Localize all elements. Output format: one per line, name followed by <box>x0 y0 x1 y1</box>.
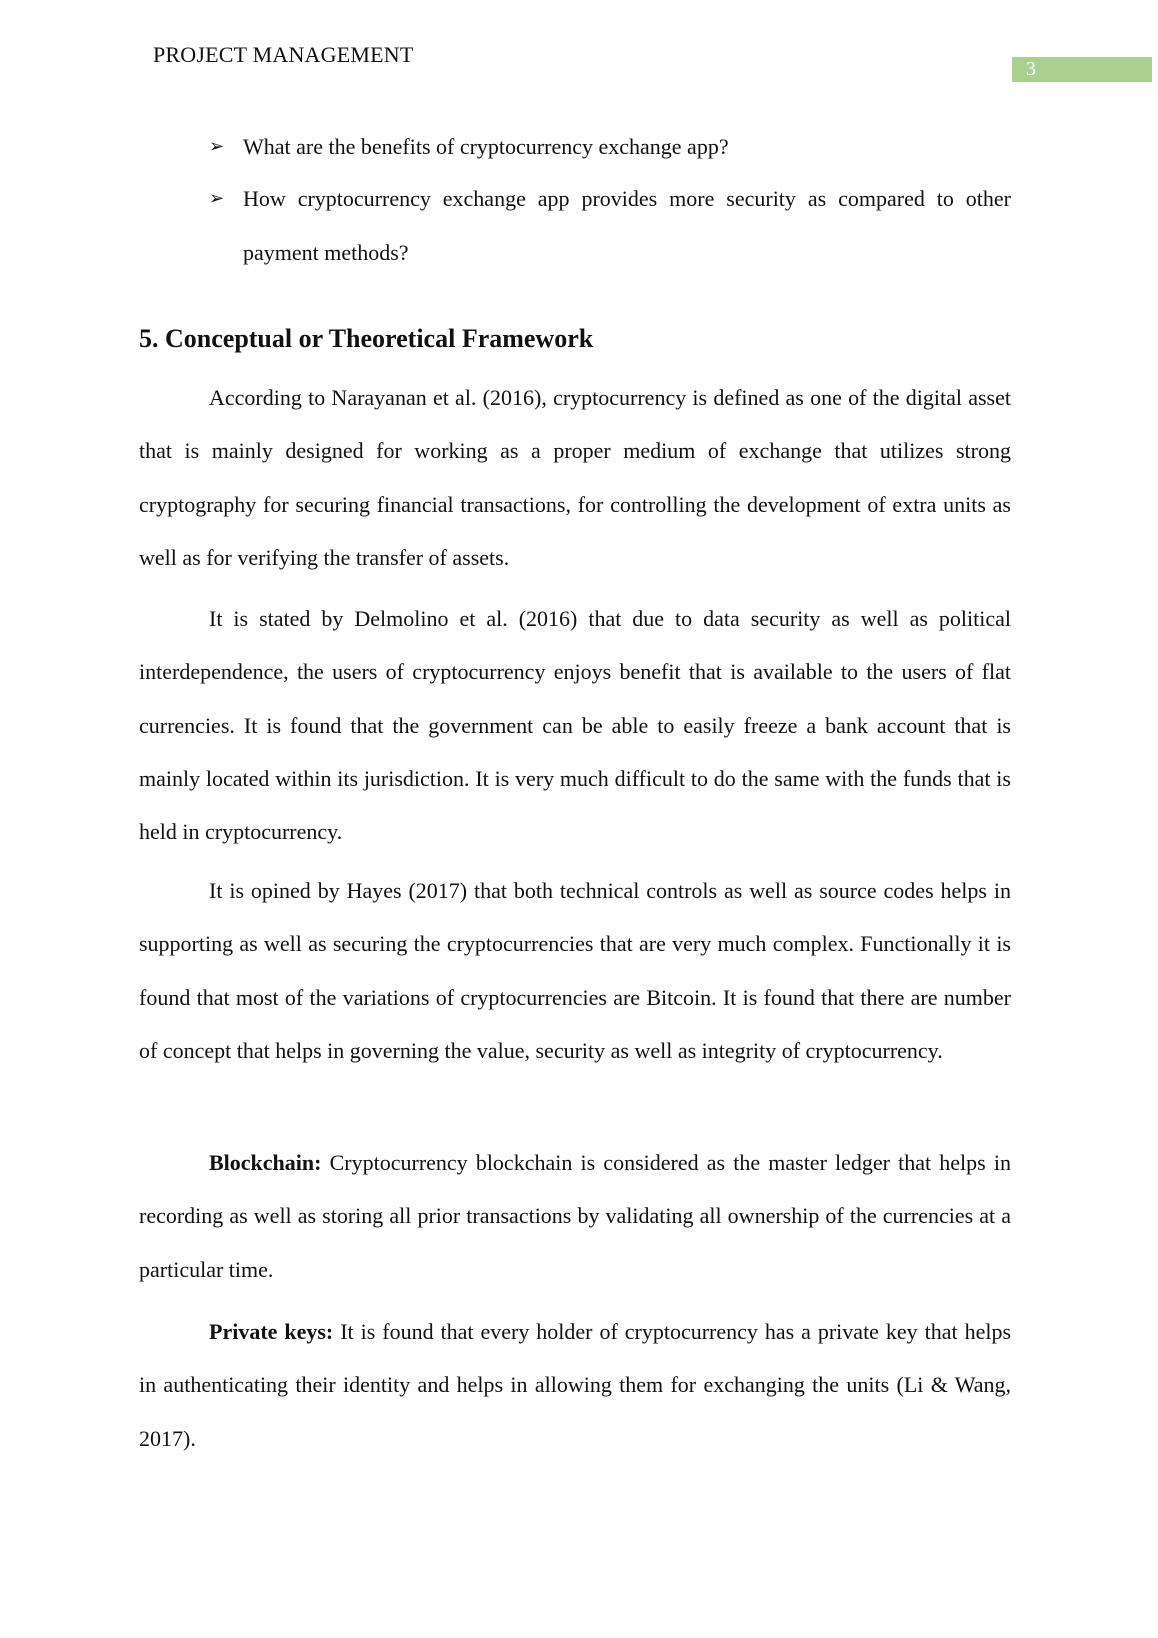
paragraph <box>139 592 1011 858</box>
list-item <box>209 120 1011 174</box>
list-item-text: What are the benefits of cryptocurrency exchange app? <box>243 134 729 159</box>
paragraph-text: It is stated by Delmolino et al. (2016) that due to data security as well as political interdependence, the users of cryptocurrency enjoys benefit that is available to the users of flat currencies. It is found that the government can be able to easily freeze a bank account that is mainly located within its jurisdiction. It is very much difficult to do the same with the funds that is held in cryptocurrency. <box>139 606 1011 845</box>
list-item-text: How cryptocurrency exchange app provides more security as compared to other payment methods? <box>243 186 1011 265</box>
paragraph-text: According to Narayanan et al. (2016), cryptocurrency is defined as one of the digital asset that is mainly designed for working as a proper medium of exchange that utilizes strong cryptography for securing financial transactions, for controlling the development of extra units as well as for verifying the transfer of assets. <box>139 385 1011 570</box>
arrow-bullet-icon: ➢ <box>209 136 225 157</box>
paragraph-text: It is found that every holder of cryptocurrency has a private key that helps in authenticating their identity and helps in allowing them for exchanging the units (Li & Wang, 2017). <box>139 1319 1012 1451</box>
term-label: Blockchain: <box>209 1150 322 1175</box>
paragraph-text: Cryptocurrency blockchain is considered as the master ledger that helps in recording as well as storing all prior transactions by validating all ownership of the currencies at a particular time. <box>139 1150 1011 1282</box>
arrow-bullet-icon: ➢ <box>209 188 225 209</box>
paragraph <box>139 1136 1011 1296</box>
paragraph-text: It is opined by Hayes (2017) that both technical controls as well as source codes helps in supporting as well as securing the cryptocurrencies that are very much complex. Functionally it is found that most of the variations of cryptocurrencies are Bitcoin. It is found that there are number of concept that helps in governing the value, security as well as integrity of cryptocurrency. <box>139 878 1011 1063</box>
paragraph <box>139 864 1011 1077</box>
list-item <box>209 172 1011 279</box>
section-heading: 5. Conceptual or Theoretical Framework <box>139 324 594 353</box>
page-number-badge: 3 <box>1012 57 1152 82</box>
paragraph <box>139 371 1011 584</box>
paragraph <box>139 1305 1011 1465</box>
running-header-title: PROJECT MANAGEMENT <box>153 42 414 67</box>
term-label: Private keys: <box>209 1319 334 1344</box>
